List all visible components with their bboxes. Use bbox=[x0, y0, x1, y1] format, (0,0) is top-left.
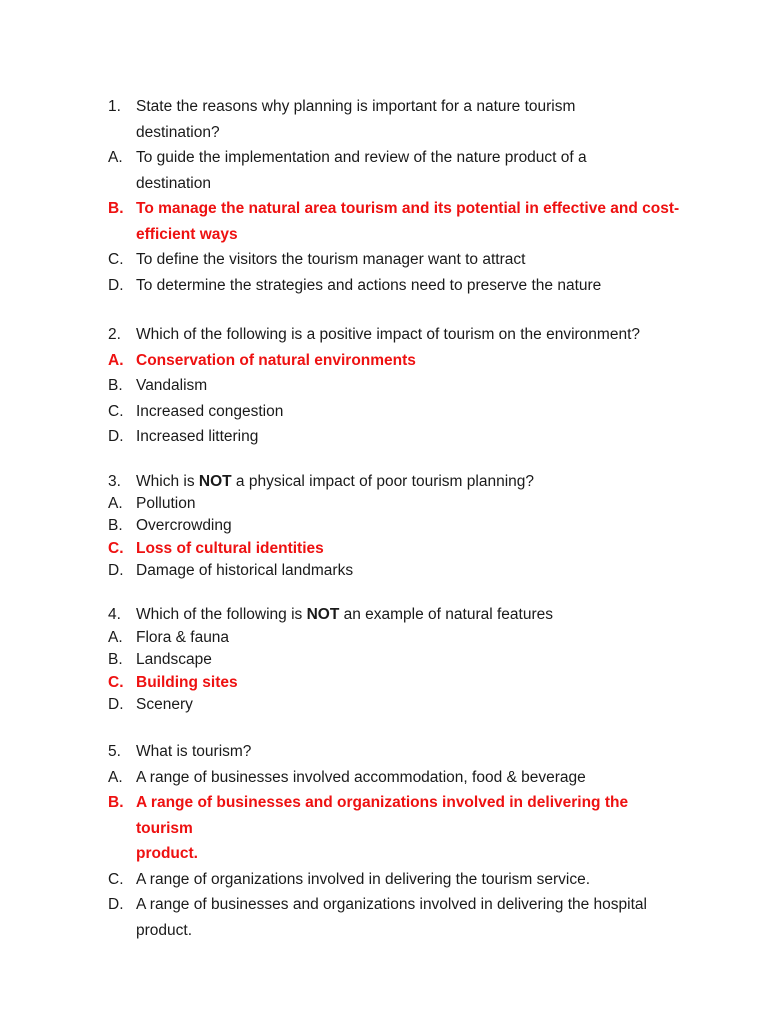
option-c bbox=[108, 247, 688, 273]
option-label: A. bbox=[108, 149, 123, 166]
question-number: 4. bbox=[108, 606, 121, 623]
option-label: D. bbox=[108, 276, 124, 294]
option-a bbox=[108, 765, 688, 791]
option-label: C. bbox=[108, 673, 124, 691]
option-a-correct-answer bbox=[108, 348, 688, 374]
question-1 bbox=[108, 94, 688, 298]
option-b bbox=[108, 515, 688, 537]
option-label: A. bbox=[108, 768, 123, 786]
question-3 bbox=[108, 471, 688, 582]
stem-part: an example of natural features bbox=[339, 606, 553, 623]
question-stem bbox=[108, 94, 688, 145]
question-stem bbox=[108, 322, 688, 348]
question-2 bbox=[108, 322, 688, 450]
question-text: What is tourism? bbox=[136, 743, 252, 760]
question-stem bbox=[108, 739, 688, 765]
option-d bbox=[108, 560, 688, 582]
option-text: Conservation of natural environments bbox=[136, 351, 416, 369]
option-label: C. bbox=[108, 251, 124, 268]
option-label: A. bbox=[108, 628, 123, 646]
question-number: 2. bbox=[108, 326, 121, 343]
option-text: Increased littering bbox=[136, 428, 259, 445]
option-d bbox=[108, 892, 688, 943]
option-label: B. bbox=[108, 517, 123, 535]
stem-part: Which is bbox=[136, 473, 199, 490]
option-label: D. bbox=[108, 561, 124, 579]
option-text: A range of businesses and organizations involved in delivering the tourism product. bbox=[136, 794, 629, 862]
option-text: Flora & fauna bbox=[136, 628, 230, 646]
option-c bbox=[108, 867, 688, 893]
option-text: A range of businesses and organizations involved in delivering the hospital product. bbox=[136, 896, 647, 939]
question-5 bbox=[108, 739, 688, 943]
question-text: State the reasons why planning is important for a nature tourism destination? bbox=[136, 98, 576, 141]
stem-emphasis: NOT bbox=[198, 473, 232, 490]
option-b bbox=[108, 373, 688, 399]
option-d bbox=[108, 694, 688, 717]
option-label: A. bbox=[108, 495, 123, 513]
option-c-correct-answer bbox=[108, 672, 688, 695]
option-text: Scenery bbox=[136, 696, 193, 713]
stem-part: Which of the following is bbox=[136, 606, 307, 623]
option-text: Landscape bbox=[136, 651, 212, 668]
option-label: B. bbox=[108, 794, 124, 811]
option-b-correct-answer bbox=[108, 196, 688, 247]
option-text: Increased congestion bbox=[136, 402, 284, 420]
option-text: To define the visitors the tourism manager want to attract bbox=[136, 251, 526, 268]
stem-emphasis: NOT bbox=[306, 606, 340, 623]
option-d bbox=[108, 273, 688, 299]
question-4 bbox=[108, 604, 688, 717]
question-text: Which of the following is a positive impact of tourism on the environment? bbox=[136, 326, 640, 343]
option-label: C. bbox=[108, 402, 124, 420]
option-c bbox=[108, 399, 688, 425]
option-text: Building sites bbox=[136, 673, 238, 691]
option-label: D. bbox=[108, 696, 124, 713]
option-text: A range of businesses involved accommodation, food & beverage bbox=[136, 768, 586, 786]
question-number: 3. bbox=[108, 473, 121, 490]
option-text: Vandalism bbox=[136, 377, 208, 394]
question-text bbox=[136, 604, 688, 627]
option-text: To guide the implementation and review of the nature product of a destination bbox=[136, 149, 587, 192]
option-text: Overcrowding bbox=[136, 517, 232, 535]
option-d bbox=[108, 424, 688, 450]
option-c-correct-answer bbox=[108, 538, 688, 560]
option-label: D. bbox=[108, 428, 124, 445]
option-label: D. bbox=[108, 896, 124, 913]
question-number: 1. bbox=[108, 98, 121, 115]
option-label: C. bbox=[108, 539, 124, 557]
option-label: A. bbox=[108, 351, 124, 369]
option-b-correct-answer bbox=[108, 790, 688, 867]
option-label: B. bbox=[108, 200, 124, 217]
option-a bbox=[108, 493, 688, 515]
question-text bbox=[136, 471, 688, 493]
question-stem bbox=[108, 471, 688, 493]
question-number: 5. bbox=[108, 743, 121, 760]
option-text: Loss of cultural identities bbox=[136, 539, 324, 557]
option-text: Pollution bbox=[136, 495, 196, 513]
option-label: C. bbox=[108, 870, 124, 888]
option-label: B. bbox=[108, 377, 123, 394]
question-stem bbox=[108, 604, 688, 627]
stem-part: a physical impact of poor tourism planning? bbox=[231, 473, 535, 490]
option-text: To manage the natural area tourism and its potential in effective and cost- efficient ways bbox=[136, 200, 680, 243]
option-label: B. bbox=[108, 651, 123, 668]
option-a bbox=[108, 627, 688, 650]
option-text: Damage of historical landmarks bbox=[136, 561, 354, 579]
option-text: To determine the strategies and actions need to preserve the nature bbox=[136, 276, 602, 294]
option-text: A range of organizations involved in delivering the tourism service. bbox=[136, 870, 591, 888]
option-a bbox=[108, 145, 688, 196]
option-b bbox=[108, 649, 688, 672]
